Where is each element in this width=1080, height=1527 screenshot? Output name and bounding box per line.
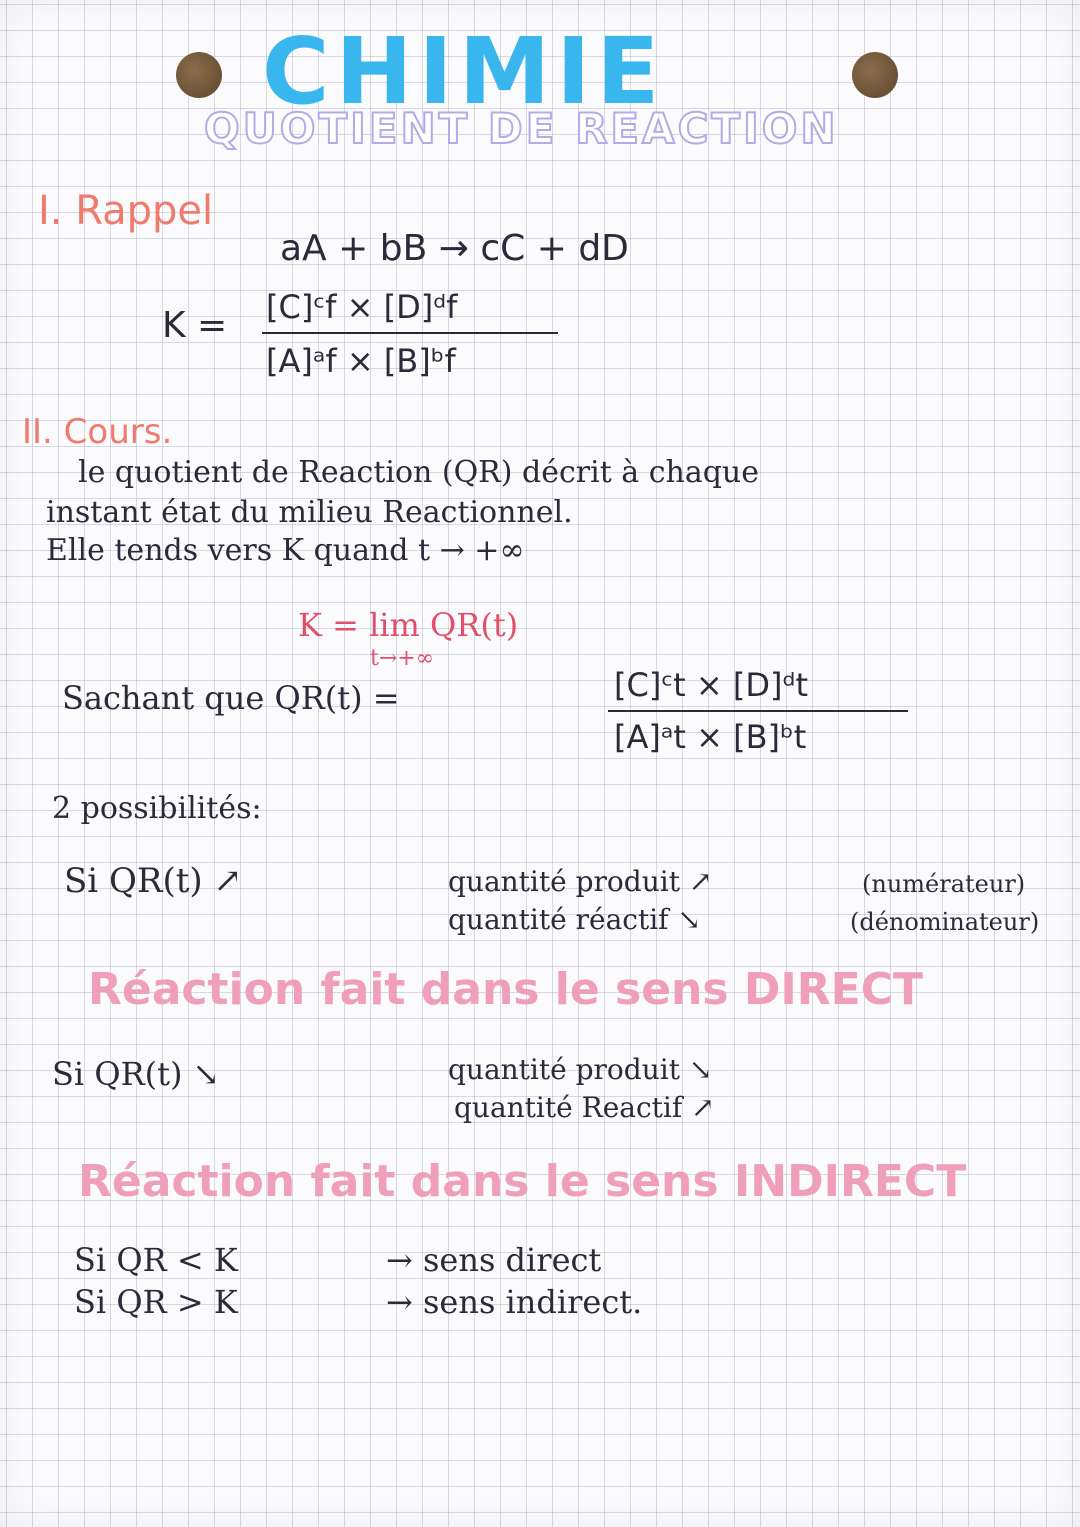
rule1-condition: Si QR < K xyxy=(74,1241,238,1279)
case1-line2: quantité réactif ↘ xyxy=(448,903,701,936)
qr-denominator: [A]ᵃt × [B]ᵇt xyxy=(614,718,807,756)
rule2-result: → sens indirect. xyxy=(386,1283,643,1321)
page-title: CHIMIE xyxy=(262,18,666,125)
qr-numerator: [C]ᶜt × [D]ᵈt xyxy=(614,666,808,704)
case2-conclusion: Réaction fait dans le sens INDIRECT xyxy=(78,1156,967,1207)
case1-line2-note: (dénominateur) xyxy=(850,908,1040,936)
rule1-result: → sens direct xyxy=(386,1241,602,1279)
case2-line2: quantité Reactif ↗ xyxy=(454,1091,715,1124)
limit-subscript: t→+∞ xyxy=(370,646,435,671)
sachant-label: Sachant que QR(t) = xyxy=(62,679,400,717)
rule2-condition: Si QR > K xyxy=(74,1283,238,1321)
punch-hole-right xyxy=(852,52,898,98)
k-fraction-bar xyxy=(262,332,558,334)
case1-line1-note: (numérateur) xyxy=(862,870,1026,898)
section-heading-rappel: I. Rappel xyxy=(38,188,214,234)
section-heading-cours: II. Cours. xyxy=(22,412,173,452)
qr-fraction-bar xyxy=(608,710,908,712)
cours-line-2: instant état du milieu Reactionnel. xyxy=(46,495,573,530)
cours-line-3: Elle tends vers K quand t → +∞ xyxy=(46,533,525,568)
k-numerator: [C]ᶜf × [D]ᵈf xyxy=(266,288,458,326)
case1-line1: quantité produit ↗ xyxy=(448,865,713,898)
case2-condition: Si QR(t) ↘ xyxy=(52,1055,220,1093)
possibilities-label: 2 possibilités: xyxy=(52,791,262,826)
k-label: K = xyxy=(162,305,228,346)
page-subtitle: QUOTIENT DE REACTION xyxy=(204,104,839,153)
punch-hole-left xyxy=(176,52,222,98)
case1-condition: Si QR(t) ↗ xyxy=(64,861,242,901)
cours-line-1: le quotient de Reaction (QR) décrit à chaque xyxy=(78,455,760,490)
limit-formula: K = lim QR(t) xyxy=(298,606,519,644)
reaction-equation: aA + bB → cC + dD xyxy=(280,228,629,269)
case1-conclusion: Réaction fait dans le sens DIRECT xyxy=(88,964,924,1015)
case2-line1: quantité produit ↘ xyxy=(448,1053,713,1086)
k-denominator: [A]ᵃf × [B]ᵇf xyxy=(266,342,456,380)
